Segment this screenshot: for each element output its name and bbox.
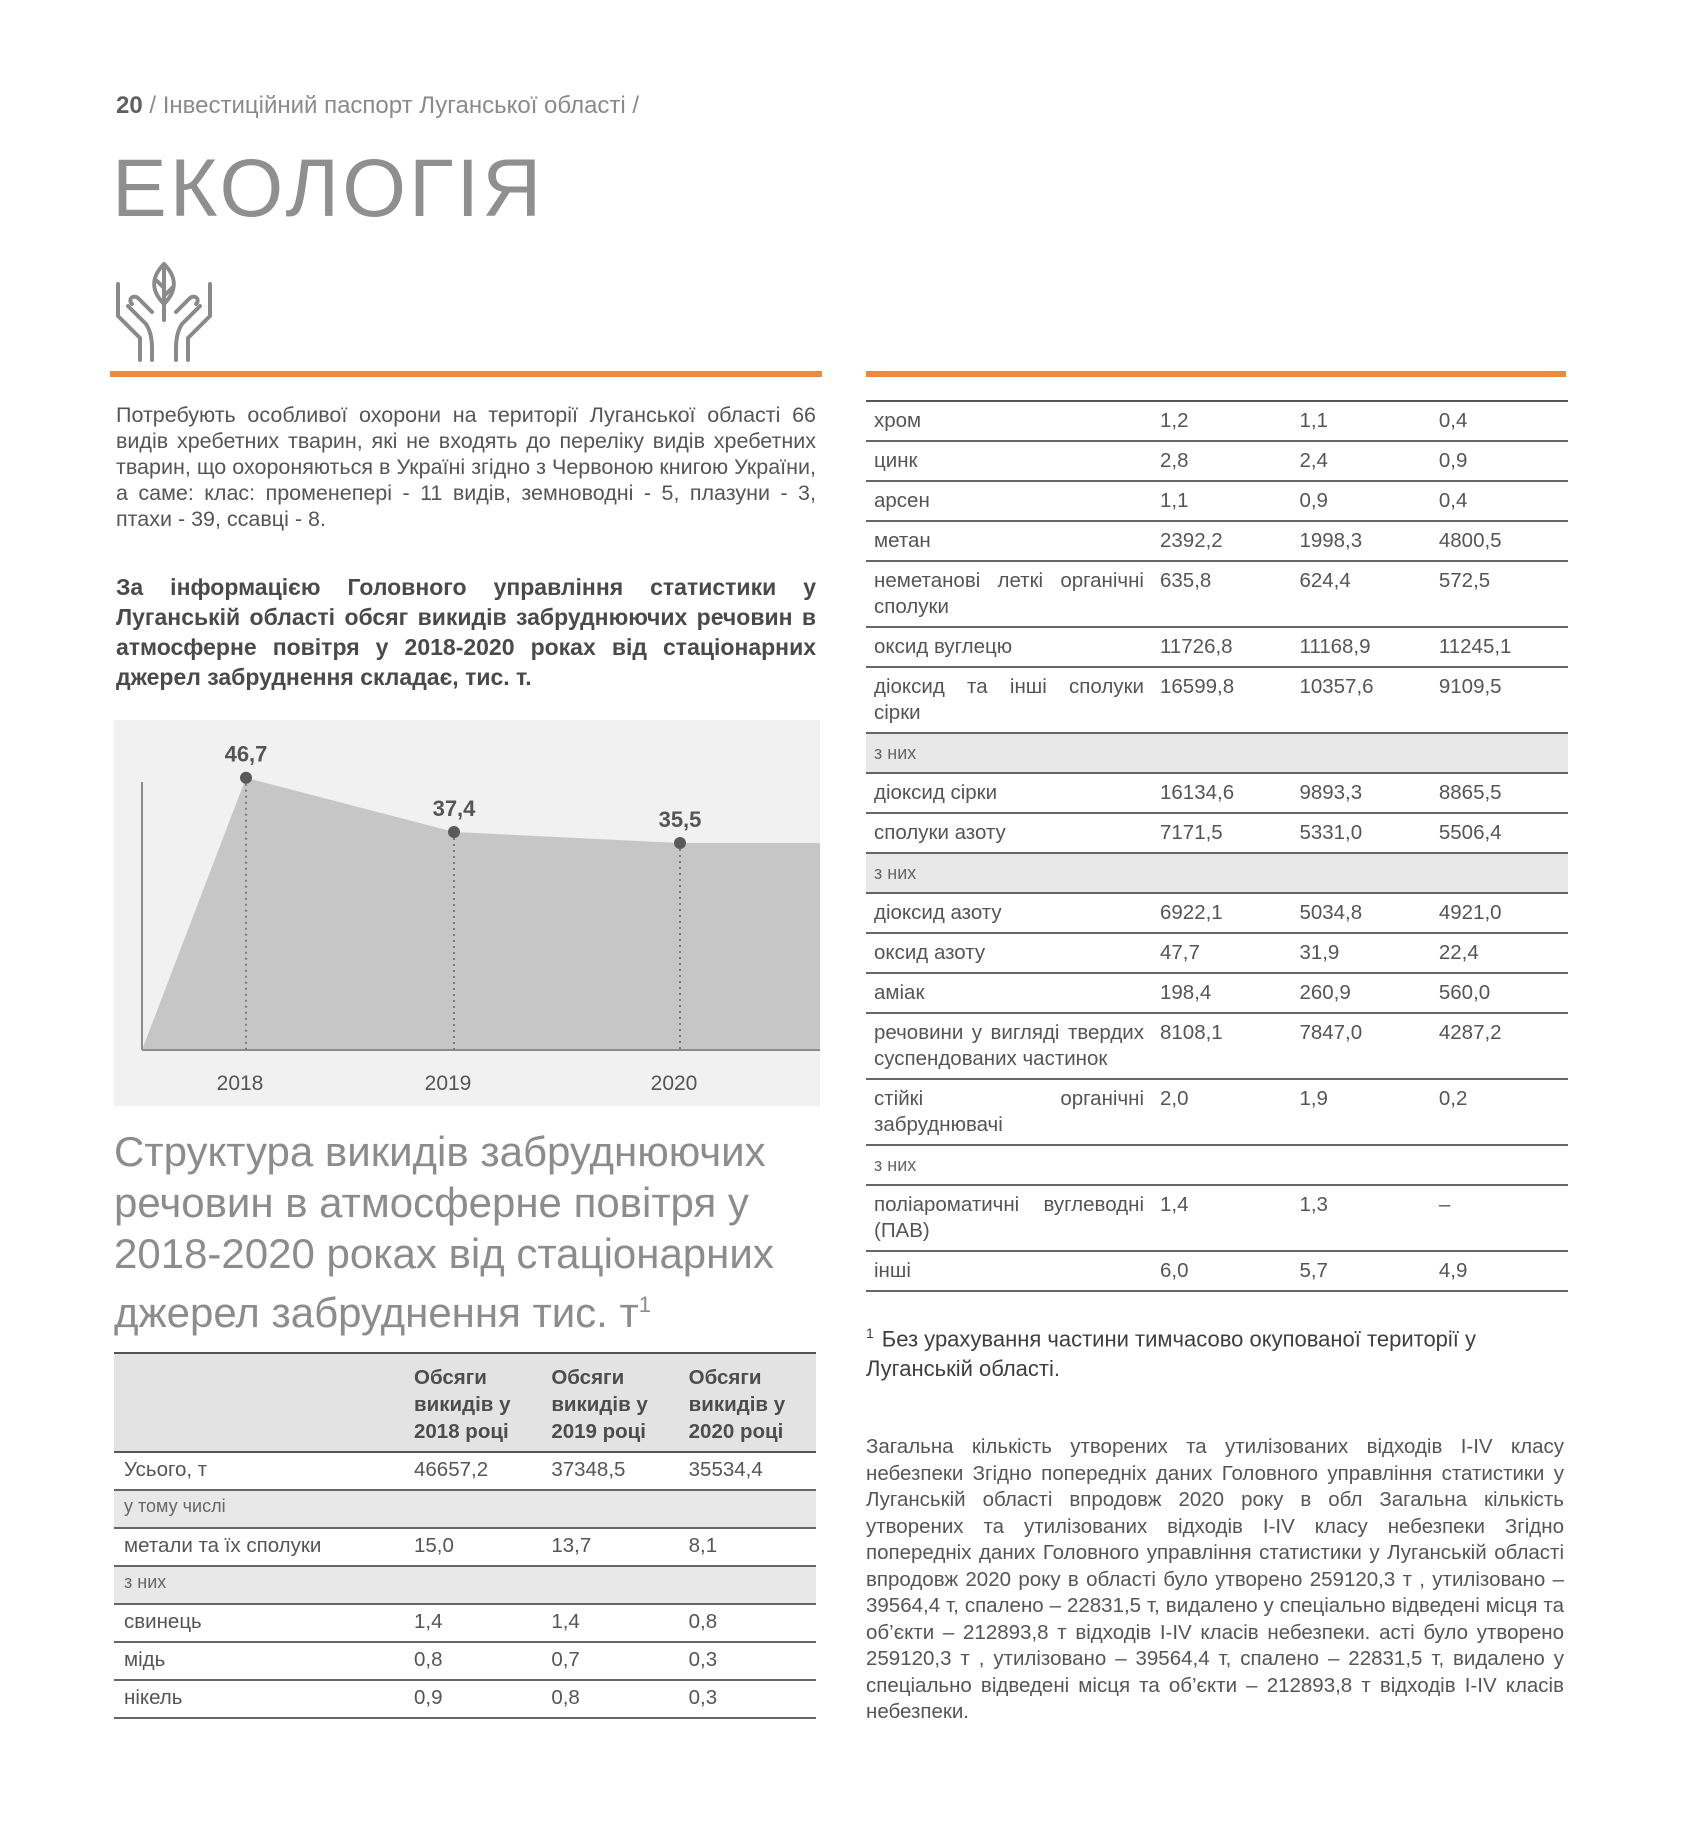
table-cell: 635,8 (1160, 569, 1212, 592)
table-row (866, 933, 1568, 973)
table-cell: у тому числі (124, 1496, 226, 1516)
table-cell: з них (124, 1572, 167, 1592)
data-label: 35,5 (658, 807, 702, 833)
row-label-cell: аміак (874, 981, 925, 1004)
table-cell: 31,9 (1299, 941, 1340, 964)
table-cell: 1,4 (1160, 1193, 1189, 1216)
table-cell: 5034,8 (1299, 901, 1363, 924)
row-label-cell: стійкі органічні забруднювачі (874, 1087, 1144, 1136)
table-row (866, 561, 1568, 627)
table-row (866, 1013, 1568, 1079)
row-label-cell: поліароматичні вуглеводні (ПАВ) (874, 1193, 1144, 1242)
data-label: 37,4 (432, 795, 476, 821)
table-row (866, 667, 1568, 733)
table-cell: 8865,5 (1438, 781, 1502, 804)
table-header-cell: Обсяги викидів у 2019 році (551, 1366, 648, 1443)
table-cell: 5506,4 (1438, 821, 1502, 844)
table-cell: – (1438, 1193, 1451, 1216)
emissions-chart (114, 720, 820, 1106)
section-title: ЕКОЛОГІЯ (112, 143, 545, 234)
structure-heading (114, 1126, 834, 1338)
row-label-cell: неметанові леткі органічні сполуки (874, 569, 1144, 618)
emissions-table-right (866, 400, 1568, 1292)
table-cell: 6,0 (1160, 1259, 1189, 1282)
table-cell: 0,3 (688, 1686, 718, 1709)
table-cell: 1,1 (1299, 409, 1328, 432)
page-number: 20 (116, 92, 143, 119)
table-subheader-row (114, 1566, 816, 1604)
table-cell: 624,4 (1299, 569, 1351, 592)
data-point (448, 826, 460, 838)
waste-paragraph: Загальна кількість утворених та утилізованих відходів I-IV класу небезпеки Згідно попередніх даних Головного управління статистики у Луганській області впродовж 2020 року в обл Загальна кількість утворених та утилізованих відходів I-IV класу небезпеки Згідно попередніх даних Головного управління статистики у Луганській області впродовж 2020 року в області було утворено 259120,3 т , утилізовано – 39564,4 т, спалено – 22831,5 т, видалено у спеціально відведені місця та об’єкти – 212893,8 т відходів I-IV класів небезпеки. асті було утворено 259120,3 т , утилізовано – 39564,4 т, спалено – 22831,5 т, видалено у спеціально відведені місця та об’єкти – 212893,8 т відходів I-IV класів небезпеки. (866, 1435, 1564, 1723)
row-label-cell: метали та їх сполуки (124, 1534, 322, 1557)
table-body (866, 401, 1568, 1291)
table-row (114, 1528, 816, 1566)
data-point (240, 772, 252, 784)
table-cell: 15,0 (414, 1534, 454, 1557)
table-subheader-row (866, 853, 1568, 893)
structure-heading-footnote-mark: 1 (638, 1292, 652, 1317)
row-label-cell: арсен (874, 489, 930, 512)
row-label-cell: діоксид сірки (874, 781, 998, 804)
table-cell: з них (874, 863, 917, 883)
row-label-cell: оксид вуглецю (874, 635, 1013, 658)
table-cell: 5,7 (1299, 1259, 1328, 1282)
table-cell: 6922,1 (1160, 901, 1223, 924)
table-cell: 22,4 (1438, 941, 1479, 964)
table-cell: 0,9 (414, 1686, 443, 1709)
table-cell: 9893,3 (1299, 781, 1363, 804)
table-subheader-row (866, 1145, 1568, 1185)
table-header-cell (114, 1353, 404, 1452)
table-row (866, 1079, 1568, 1145)
table-row (866, 1185, 1568, 1251)
row-label-cell: хром (874, 409, 922, 432)
row-label-cell: нікель (124, 1686, 183, 1709)
table-cell: 0,9 (1438, 449, 1468, 472)
intro-paragraph: Потребують особливої охорони на території Луганської області 66 видів хребетних тварин, які не входять до переліку видів хребетних тварин, що охороняються в Україні згідно з Червоною книгою України, а саме: клас: променепері - 11 видів, земноводні - 5, плазуни - 3, птахи - 39, ссавці - 8. (116, 403, 816, 531)
orange-divider-right (866, 371, 1566, 377)
row-label-cell: метан (874, 529, 931, 552)
table-row (866, 773, 1568, 813)
table-row (866, 627, 1568, 667)
table-cell: з них (874, 1155, 917, 1175)
table-cell: 11726,8 (1160, 635, 1233, 658)
table-cell: 11168,9 (1299, 635, 1371, 658)
row-label-cell: сполуки азоту (874, 821, 1006, 844)
footnote-text: Без урахування частини тимчасово окупованої території у Луганській області. (866, 1326, 1477, 1382)
table-cell: 560,0 (1438, 981, 1491, 1004)
emissions-chart-svg (114, 720, 820, 1106)
table-cell: 0,7 (551, 1648, 580, 1671)
publication-title: Інвестиційний паспорт Луганської області / (162, 92, 640, 119)
table-row (114, 1452, 816, 1490)
row-label-cell: діоксид азоту (874, 901, 1002, 924)
table-cell: 1,4 (414, 1610, 443, 1633)
table-cell: 198,4 (1160, 981, 1212, 1004)
table-cell: 5331,0 (1299, 821, 1363, 844)
table-cell: 11245,1 (1438, 635, 1512, 658)
table-cell: 0,8 (688, 1610, 718, 1633)
table-cell: 8108,1 (1160, 1021, 1223, 1044)
table-cell: 2392,2 (1160, 529, 1223, 552)
table-cell: 1,9 (1299, 1087, 1328, 1110)
table-cell: 4,9 (1438, 1259, 1468, 1282)
footnote (866, 1318, 1556, 1384)
emissions-table-left (114, 1352, 816, 1719)
table-cell: 7847,0 (1299, 1021, 1363, 1044)
table-cell: 4800,5 (1438, 529, 1502, 552)
table-cell: 46657,2 (414, 1458, 489, 1481)
table-row (114, 1604, 816, 1642)
row-label-cell: діоксид та інші сполуки сірки (874, 675, 1144, 724)
table-cell: 0,8 (414, 1648, 443, 1671)
table-header-cell: Обсяги викидів у 2020 році (688, 1366, 786, 1443)
table-row (866, 973, 1568, 1013)
table-cell: 260,9 (1299, 981, 1351, 1004)
table-row (866, 401, 1568, 441)
row-label-cell: Усього, т (124, 1458, 208, 1481)
table-subheader-row (866, 733, 1568, 773)
table-cell: 9109,5 (1438, 675, 1502, 698)
data-label: 46,7 (224, 741, 268, 767)
table-cell: 37348,5 (551, 1458, 626, 1481)
table-cell: 13,7 (551, 1534, 592, 1557)
table-body (114, 1452, 816, 1718)
table-cell: 16599,8 (1160, 675, 1235, 698)
table-cell: 2,0 (1160, 1087, 1189, 1110)
table-cell: 7171,5 (1160, 821, 1223, 844)
emissions-lead-paragraph: За інформацією Головного управління статистики у Луганській області обсяг викидів забруднюючих речовин в атмосферне повітря у 2018-2020 роках від стаціонарних джерел забруднення складає, тис. т. (116, 574, 816, 690)
table-cell: 4287,2 (1438, 1021, 1502, 1044)
table-cell: 0,8 (551, 1686, 580, 1709)
table-cell: 572,5 (1438, 569, 1491, 592)
row-label-cell: мідь (124, 1648, 166, 1671)
table-cell: 35534,4 (688, 1458, 763, 1481)
footnote-mark: 1 (866, 1325, 874, 1341)
x-tick-label: 2018 (216, 1072, 264, 1095)
x-tick-label: 2019 (424, 1072, 472, 1095)
row-label-cell: цинк (874, 449, 918, 472)
table-cell: 1,1 (1160, 489, 1189, 512)
table-row (114, 1680, 816, 1718)
table-cell: з них (874, 743, 917, 763)
table-cell: 1,3 (1299, 1193, 1328, 1216)
row-label-cell: свинець (124, 1610, 202, 1633)
table-row (866, 481, 1568, 521)
table-cell: 0,2 (1438, 1087, 1468, 1110)
table-row (866, 441, 1568, 481)
table-cell: 0,3 (688, 1648, 718, 1671)
structure-heading-text: Структура викидів забруднюючих речовин в атмосферне повітря у 2018-2020 роках від стаціонарних джерел забруднення тис. т (114, 1128, 774, 1336)
table-cell: 2,8 (1160, 449, 1189, 472)
table-cell: 1,2 (1160, 409, 1189, 432)
row-label-cell: речовини у вигляді твердих суспендованих частинок (874, 1021, 1144, 1070)
row-label-cell: оксид азоту (874, 941, 986, 964)
table-cell: 16134,6 (1160, 781, 1235, 804)
data-point (674, 837, 686, 849)
table-cell: 1,4 (551, 1610, 580, 1633)
orange-divider-left (110, 371, 822, 377)
hands-sprout-icon (112, 258, 216, 364)
table-header-cell: Обсяги викидів у 2018 році (414, 1366, 511, 1443)
table-subheader-row (114, 1490, 816, 1528)
table-cell: 1998,3 (1299, 529, 1363, 552)
table-cell: 10357,6 (1299, 675, 1374, 698)
table-cell: 8,1 (688, 1534, 718, 1557)
page-header (116, 92, 639, 120)
table-row (866, 813, 1568, 853)
header-separator: / (142, 92, 163, 119)
table-cell: 0,4 (1438, 489, 1468, 512)
table-row (114, 1642, 816, 1680)
table-cell: 2,4 (1299, 449, 1328, 472)
table-cell: 4921,0 (1438, 901, 1502, 924)
table-cell: 0,4 (1438, 409, 1468, 432)
table-row (866, 893, 1568, 933)
area-series (142, 778, 820, 1050)
table-cell: 47,7 (1160, 941, 1200, 964)
table-row (866, 1251, 1568, 1291)
x-tick-label: 2020 (650, 1072, 698, 1095)
table-cell: 0,9 (1299, 489, 1328, 512)
row-label-cell: інші (874, 1259, 911, 1282)
table-header-row (114, 1353, 816, 1452)
table-row (866, 521, 1568, 561)
